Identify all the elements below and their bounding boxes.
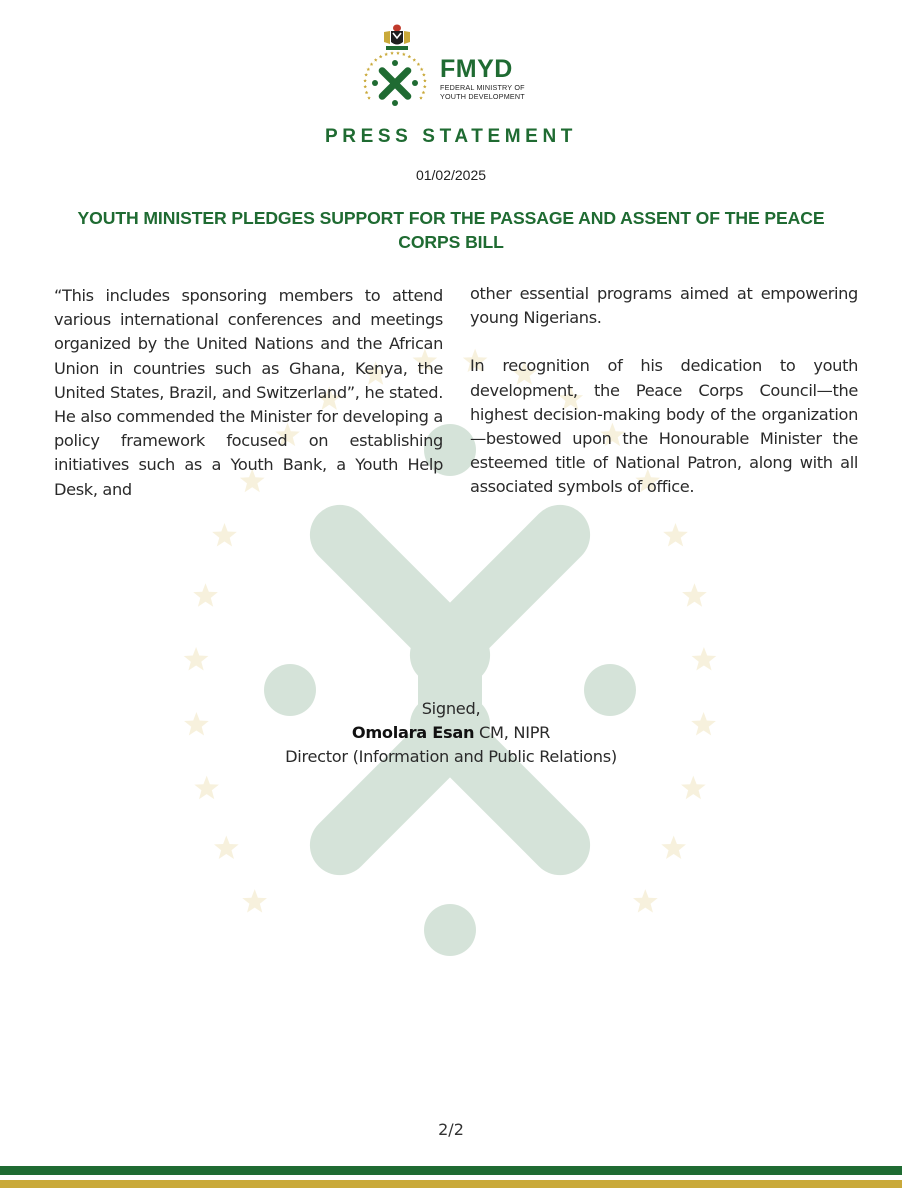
decorative-star-icon [692, 647, 717, 671]
decorative-star-icon [419, 96, 423, 99]
page-number: 2/2 [438, 1120, 464, 1139]
decorative-star-icon [363, 79, 367, 82]
decorative-star-icon [364, 73, 368, 76]
decorative-star-icon [413, 58, 417, 62]
decorative-star-icon [396, 51, 400, 55]
footer-stripe-green [0, 1166, 902, 1175]
decorative-star-icon [681, 776, 706, 800]
decorative-star-icon [408, 55, 412, 58]
fmyd-logo [358, 22, 548, 118]
body-left-column [54, 284, 443, 502]
logo-subtitle-line2: YOUTH DEVELOPMENT [440, 91, 525, 101]
signatory-line [0, 721, 902, 745]
decorative-star-icon [193, 583, 218, 607]
headline: YOUTH MINISTER PLEDGES SUPPORT FOR THE PASSAGE AND ASSENT OF THE PEACE CORPS BILL [77, 208, 825, 252]
document-type: PRESS STATEMENT [325, 126, 577, 147]
decorative-star-icon [402, 52, 406, 56]
decorative-star-icon [420, 67, 424, 71]
decorative-star-icon [367, 96, 371, 99]
signed-label: Signed, [421, 699, 481, 718]
decorative-star-icon [374, 58, 378, 62]
statement-date: 01/02/2025 [415, 167, 487, 183]
signatory-post-nominals: CM, NIPR [479, 723, 551, 742]
decorative-star-icon [682, 583, 707, 607]
fmyd-emblem-icon [362, 50, 428, 116]
decorative-star-icon [370, 62, 374, 65]
decorative-star-icon [214, 836, 239, 860]
decorative-star-icon [663, 523, 688, 547]
decorative-star-icon [422, 91, 426, 94]
decorative-star-icon [384, 52, 388, 56]
logo-acronym: FMYD [440, 55, 513, 83]
decorative-star-icon [422, 73, 426, 76]
decorative-star-icon [379, 55, 383, 58]
decorative-star-icon [417, 62, 421, 65]
decorative-star-icon [184, 647, 209, 671]
decorative-star-icon [390, 51, 394, 55]
footer-stripe-white [0, 1175, 902, 1179]
decorative-star-icon [194, 776, 219, 800]
decorative-star-icon [633, 889, 658, 913]
body-paragraph: “This includes sponsoring members to attend various international conferences and meetings organized by the United Nations and the African Union in countries such as Ghana, Kenya, the United States, Brazil, and Switzerland”, he stated. He also commended the Minister for developing a policy framework focused on establishing initiatives such as a Youth Bank, a Youth Help Desk, and [54, 286, 443, 499]
signatory-title: Director (Information and Public Relations) [285, 747, 617, 766]
footer-stripe-gold [0, 1180, 902, 1188]
body-paragraph: other essential programs aimed at empowering young Nigerians. [470, 284, 858, 328]
decorative-star-icon [423, 79, 427, 82]
decorative-star-icon [367, 67, 371, 71]
decorative-star-icon [363, 85, 367, 89]
decorative-star-icon [661, 836, 686, 860]
decorative-star-icon [212, 523, 237, 547]
logo-subtitle-line1: FEDERAL MINISTRY OF [440, 83, 525, 92]
signatory-name: Omolara Esan [351, 723, 475, 742]
signature-block [0, 697, 902, 769]
coat-of-arms-icon [380, 22, 414, 52]
decorative-star-icon [365, 91, 369, 94]
decorative-star-icon [423, 85, 427, 89]
body-paragraph: In recognition of his dedication to youth development, the Peace Corps Council—the highest decision-making body of the organization—bestowed upon the Honourable Minister the esteemed title of National Patron, along with all associated symbols of office. [470, 356, 858, 497]
decorative-star-icon [242, 889, 267, 913]
body-right-column [470, 282, 858, 500]
